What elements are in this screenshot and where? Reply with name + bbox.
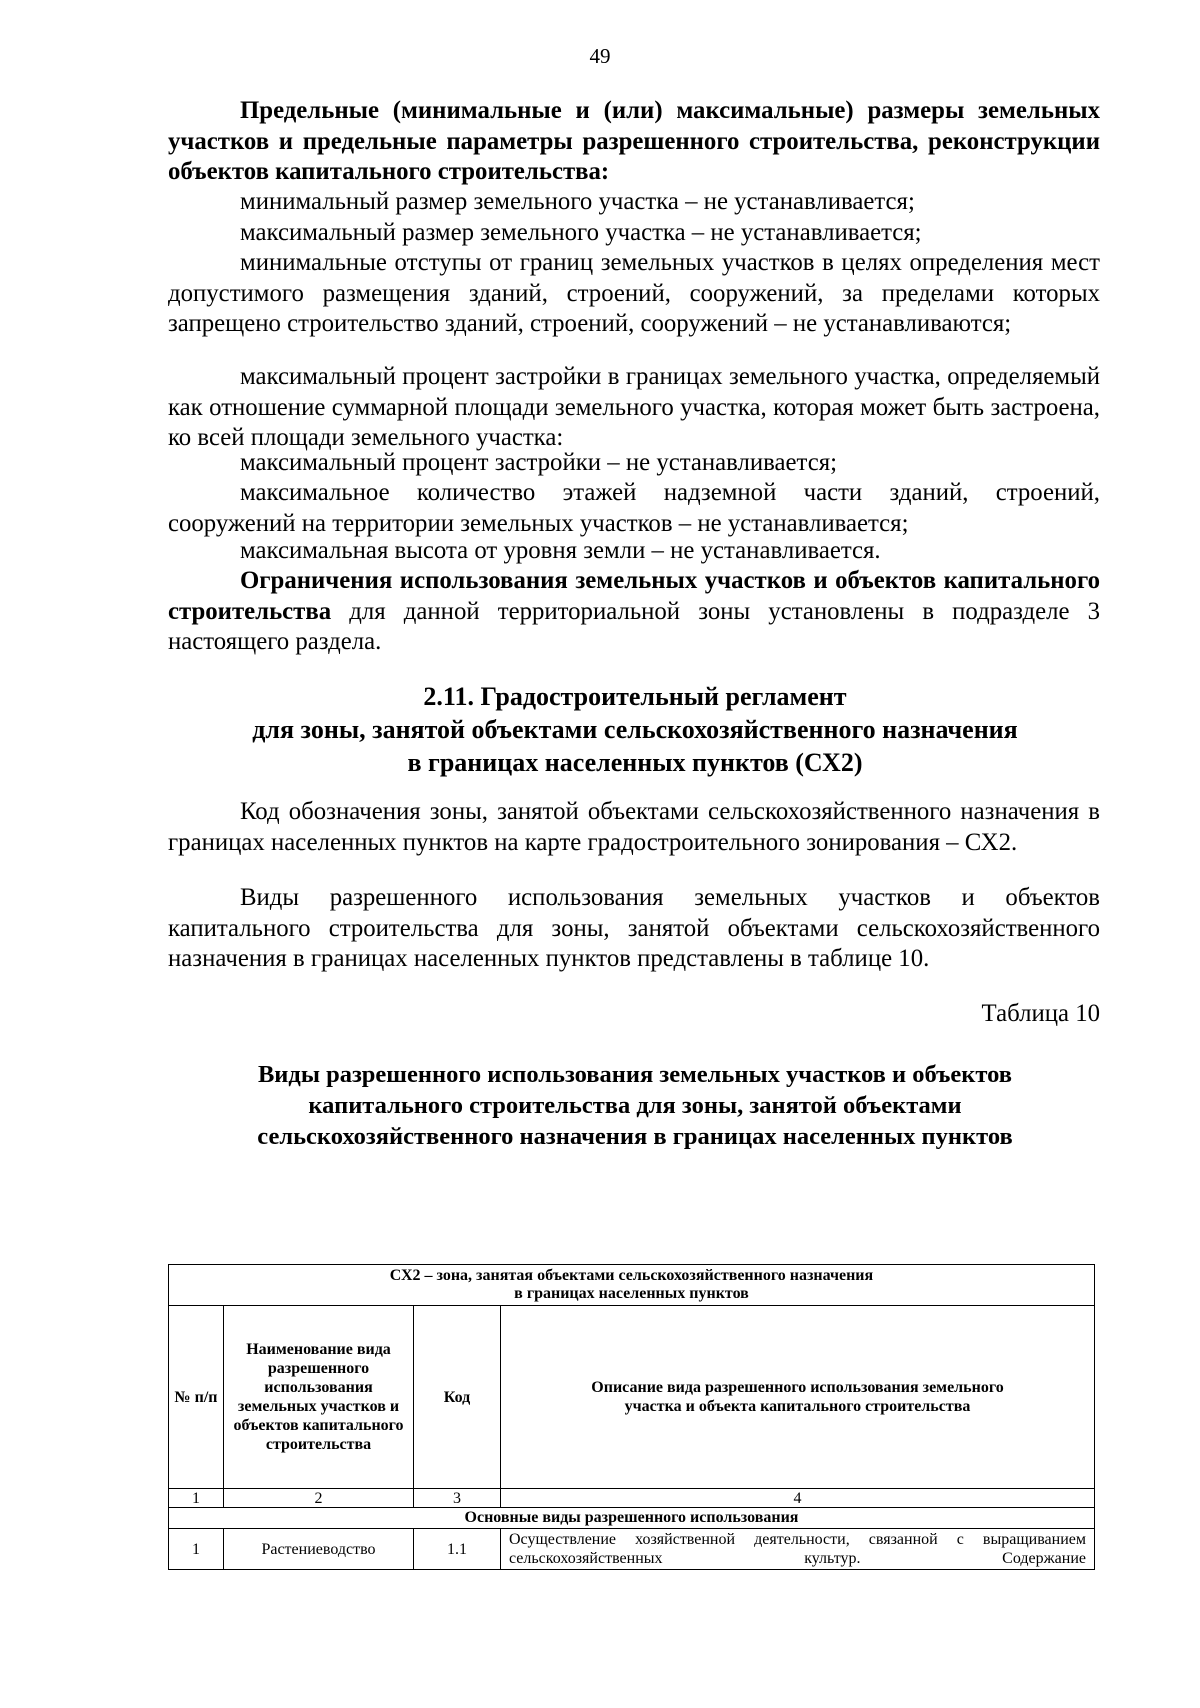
table-title-line-2: капитального строительства для зоны, занятой объектами (308, 1092, 962, 1119)
row-num: 1 (169, 1529, 224, 1570)
zone-title-cell (169, 1265, 1095, 1306)
regulation-table (168, 1264, 1095, 1570)
row-code: 1.1 (414, 1529, 501, 1570)
zone-title-line-1: СХ2 – зона, занятая объектами сельскохозяйственного назначения (389, 1267, 874, 1284)
restrictions-paragraph (168, 566, 1100, 658)
kinds-paragraph: Виды разрешенного использования земельных участков и объектов капитального строительства для зоны, занятой объектами сельскохозяйственного назначения в границах населенных пунктов представлены в таблице 10. (168, 884, 1100, 972)
restrictions-bold: Ограничения использования земельных участков и объектов капитального строительства (168, 567, 1100, 625)
section-title-line-2: для зоны, занятой объектами сельскохозяйственного назначения (252, 715, 1018, 744)
header-num: № п/п (169, 1306, 224, 1489)
col-number-3: 3 (414, 1489, 501, 1508)
restrictions-rest: для данной территориальной зоны установлены в подразделе 3 настоящего раздела. (168, 597, 1100, 655)
setbacks-paragraph: минимальные отступы от границ земельных участков в целях определения мест допустимого размещения зданий, строений, сооружений, за пределами которых запрещено строительство зданий, строений, сооружений – не устанавливаются; (168, 249, 1100, 337)
col-number-2: 2 (224, 1489, 414, 1508)
header-name: Наименование вида разрешенного использования земельных участков и объектов капитального строительства (224, 1306, 414, 1489)
table-caption: Таблица 10 (981, 1000, 1100, 1027)
limits-heading: Предельные (минимальные и (или) максимальные) размеры земельных участков и предельные параметры разрешенного строительства, реконструкции объектов капитального строительства: (168, 97, 1100, 185)
floors-paragraph: максимальное количество этажей надземной части зданий, строений, сооружений на территории земельных участков – не устанавливается; (168, 479, 1100, 537)
max-size-line: максимальный размер земельного участка – не устанавливается; (240, 219, 922, 246)
zone-title-line-2: в границах населенных пунктов (514, 1285, 749, 1302)
row-name: Растениеводство (224, 1529, 414, 1570)
table-row (169, 1529, 1095, 1570)
table-title-line-1: Виды разрешенного использования земельных участков и объектов (257, 1061, 1013, 1088)
section-title (140, 680, 1130, 779)
height-line: максимальная высота от уровня земли – не устанавливается. (240, 537, 881, 564)
header-code: Код (414, 1306, 501, 1489)
col-number-4: 4 (501, 1489, 1095, 1508)
code-paragraph: Код обозначения зоны, занятой объектами сельскохозяйственного назначения в границах населенных пунктов на карте градостроительного зонирования – СХ2. (168, 798, 1100, 856)
section-title-line-1: 2.11. Градостроительный регламент (423, 682, 847, 711)
column-number-row (169, 1489, 1095, 1508)
table-title (140, 1059, 1130, 1152)
coverage-definition: максимальный процент застройки в границах земельного участка, определяемый как отношение суммарной площади земельного участка, которая может быть застроена, ко всей площади земельного участка: (168, 363, 1100, 451)
table-header-row (169, 1306, 1095, 1489)
table-title-line-3: сельскохозяйственного назначения в границах населенных пунктов (257, 1123, 1013, 1150)
page-number: 49 (589, 44, 611, 68)
section-main-cell: Основные виды разрешенного использования (169, 1508, 1095, 1529)
header-description: Описание вида разрешенного использования земельного участка и объекта капитального строительства (501, 1306, 1095, 1489)
coverage-line: максимальный процент застройки – не устанавливается; (240, 449, 838, 476)
min-size-line: минимальный размер земельного участка – не устанавливается; (240, 188, 915, 215)
col-number-1: 1 (169, 1489, 224, 1508)
row-description: Осуществление хозяйственной деятельности, связанной с выращиванием сельскохозяйственных культур. Содержание (501, 1529, 1095, 1570)
section-title-line-3: в границах населенных пунктов (СХ2) (407, 748, 863, 777)
section-main-row (169, 1508, 1095, 1529)
zone-title-row (169, 1265, 1095, 1306)
